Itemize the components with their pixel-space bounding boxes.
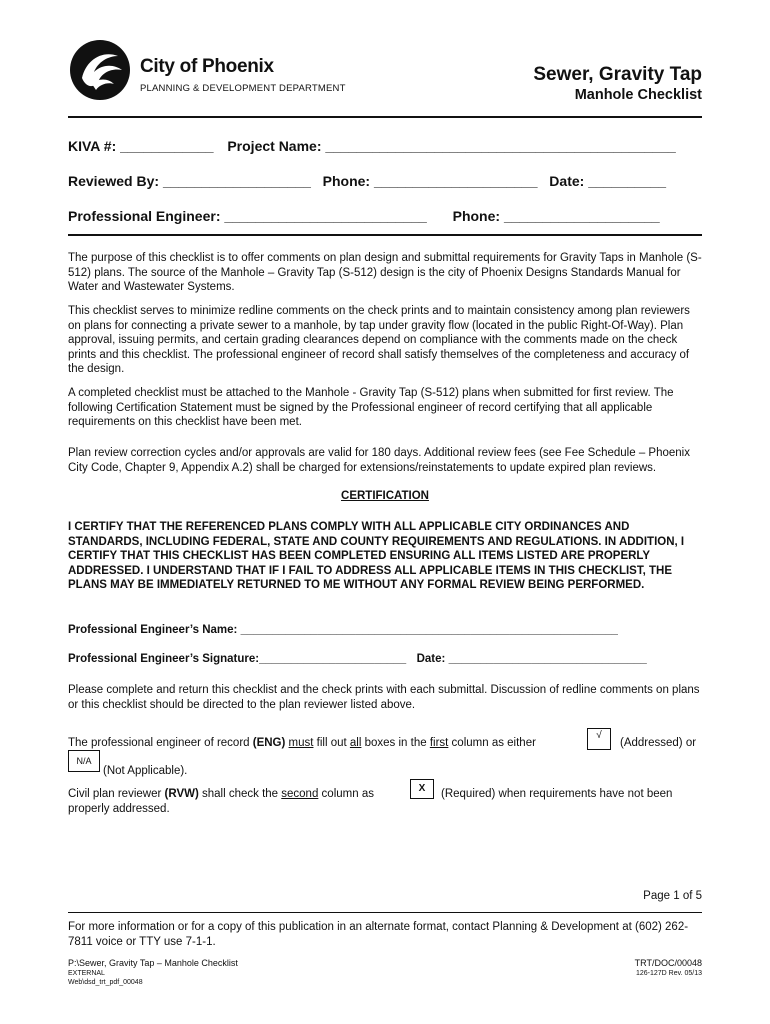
kiva-project-row [68,138,702,154]
rvw-text: Civil plan reviewer [68,788,165,800]
reviewer-row [68,173,702,189]
eng-text-2: fill out [313,737,350,749]
web-path: Web\dsd_trt_pdf_00048 [68,979,143,986]
eng-instruction-line [68,736,588,751]
certification-statement: I CERTIFY THAT THE REFERENCED PLANS COMPLY WITH ALL APPLICABLE CITY ORDINANCES AND STANDARDS, INCLUDING FEDERAL, STATE AND COUNTY REQUIREMENTS AND REGULATIONS. IN ADDITION, I CERTIFY THAT THIS CHECKLIST HAS BEEN COMPLETED ENSURING ALL ITEMS LISTED ARE PROPERLY ADDRESSED. I UNDERSTAND THAT IF I FAIL TO ADDRESS ALL APPLICABLE ITEMS IN THIS CHECKLIST, THE PLANS MAY BE IMMEDIATELY RETURNED TO ME WITHOUT ANY FORMAL REVIEW BEING PERFORMED. [68,521,685,591]
engineer-name-row [68,624,702,636]
required-text: (Required) when requirements have not been [441,788,673,800]
reviewed-by-field[interactable]: ___________________ [162,173,311,189]
rvw-text-2: shall check the [198,788,282,800]
required-x-box-sample: X [410,779,434,799]
signature-date-field[interactable]: _______________________________ [448,653,647,665]
eng-first: first [429,737,449,749]
fields-divider [68,234,702,236]
submittal-instructions: Please complete and return this checklist and the check prints with each submittal. Discussion of redline comments on plans or this checklist should be directed to the plan reviewer listed above. [68,684,700,711]
certification-heading: CERTIFICATION [341,490,429,502]
rvw-instruction-line [68,787,408,802]
eng-must: must [288,737,314,749]
footer-contact-info: For more information or for a copy of this publication in an alternate format, contact Planning & Development at (602) 262-7811 voice or TTY use 7-1-1. [68,921,689,948]
eng-text-4: column as either [448,737,536,749]
city-logo [68,38,132,102]
kiva-field[interactable]: ____________ [120,138,214,154]
completed-checklist-paragraph: A completed checklist must be attached to the Manhole - Gravity Tap (S-512) plans when submitted for first review. The following Certification Statement must be signed by the Professional engineer of record certifying that all applicable requirements on this checklist have been met. [68,387,674,428]
signature-date-label: Date: [416,653,446,665]
engineer-phone-field[interactable]: ____________________ [503,208,660,224]
phoenix-bird-icon [68,38,132,102]
engineer-phone-label: Phone: [452,208,501,224]
document-id: TRT/DOC/00048 [634,958,702,968]
addressed-text: (Addressed) or [620,737,697,749]
rvw-second: second [281,788,319,800]
department-name: PLANNING & DEVELOPMENT DEPARTMENT [140,83,346,94]
page-number: Page 1 of 5 [643,890,702,902]
file-path: P:\Sewer, Gravity Tap – Manhole Checklist [68,958,238,968]
date-label: Date: [549,173,585,189]
properly-addressed-text: properly addressed. [68,803,170,815]
eng-tag: (ENG) [252,737,286,749]
na-box-sample: N/A [68,750,100,772]
checklist-paragraph: This checklist serves to minimize redline comments on the check prints and to maintain consistency among plan reviewers on plans for connecting a private sewer to a manhole, by tap under gravity flow (located in the public Right-Of-Way). Plan approval, issuing permits, and certain grading clearances depend on compliance with the comments made on the check prints and this checklist. The professional engineer of record shall satisfy themselves of the completeness and accuracy of the design. [68,305,690,375]
document-subtitle: Manhole Checklist [574,87,702,103]
engineer-label: Professional Engineer: [68,208,221,224]
footer-divider [68,912,702,913]
reviewed-by-label: Reviewed By: [68,173,160,189]
revision-label: 126-127D Rev. 05/13 [635,970,702,977]
addressed-checkbox-sample: √ [587,728,611,750]
engineer-field[interactable]: __________________________ [224,208,427,224]
not-applicable-text: (Not Applicable). [103,765,188,777]
kiva-label: KIVA #: [68,138,117,154]
phone-field[interactable]: _____________________ [374,173,538,189]
engineer-row [68,208,702,224]
engineer-signature-label: Professional Engineer’s Signature: [68,653,260,665]
phone-label: Phone: [322,173,371,189]
project-name-label: Project Name: [227,138,322,154]
engineer-name-field[interactable]: ___________________________________________________________ [240,624,618,636]
org-name: City of Phoenix [140,56,274,77]
document-title: Sewer, Gravity Tap [533,64,702,85]
engineer-signature-field[interactable]: _______________________ [259,653,407,665]
project-name-field[interactable]: _____________________________________________ [325,138,676,154]
rvw-tag: (RVW) [164,788,199,800]
eng-all: all [349,737,362,749]
purpose-paragraph: The purpose of this checklist is to offer comments on plan design and submittal requirements for Gravity Taps in Manhole (S-512) plans. The source of the Manhole – Gravity Tap (S-512) design is the city of Phoenix Designs Standards Manual for Water and Wastewater Systems. [68,252,702,293]
rvw-text-3: column as [318,788,374,800]
eng-text-3: boxes in the [361,737,430,749]
header-divider [68,116,702,118]
engineer-name-label: Professional Engineer’s Name: [68,624,238,636]
review-cycles-paragraph: Plan review correction cycles and/or approvals are valid for 180 days. Additional review fees (see Fee Schedule – Phoenix City Code, Chapter 9, Appendix A.2) shall be charged for extensions/reinstatements to update expired plan reviews. [68,447,690,474]
eng-text: The professional engineer of record [68,737,253,749]
date-field[interactable]: __________ [588,173,667,189]
external-label: EXTERNAL [68,970,105,977]
engineer-signature-row [68,653,702,665]
